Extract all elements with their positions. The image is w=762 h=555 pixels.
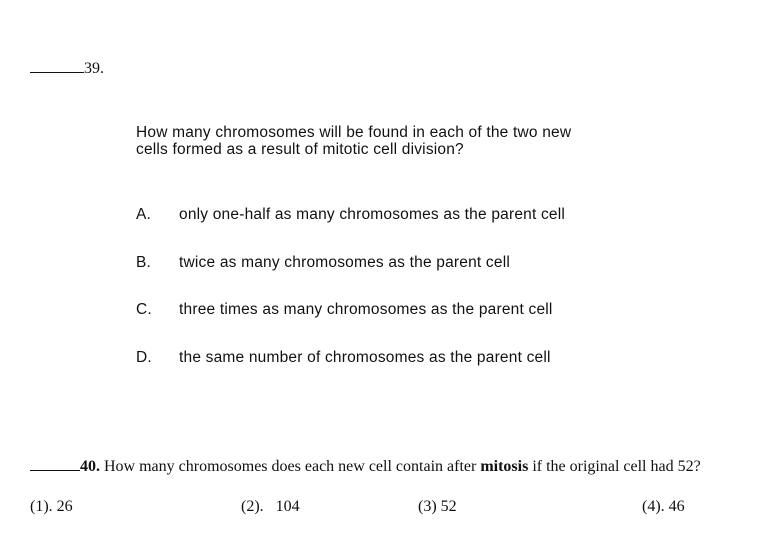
option-text: three times as many chromosomes as the parent cell: [179, 301, 553, 318]
choice-3[interactable]: (3) 52: [418, 498, 457, 515]
question-39-number: 39.: [30, 58, 104, 78]
question-40-stem-before: How many chromosomes does each new cell contain after: [100, 458, 481, 475]
answer-blank[interactable]: [30, 58, 84, 73]
option-letter: B.: [136, 254, 152, 271]
option-text: the same number of chromosomes as the parent cell: [179, 349, 551, 366]
option-letter: A.: [136, 206, 152, 223]
question-40-keyword: mitosis: [480, 458, 529, 475]
choice-4[interactable]: (4). 46: [642, 498, 685, 515]
question-40-number: 40.: [80, 458, 100, 475]
option-text: only one-half as many chromosomes as the parent cell: [179, 206, 566, 223]
question-40-stem-after: if the original cell had 52?: [528, 458, 701, 475]
choice-1[interactable]: (1). 26: [30, 498, 73, 515]
option-letter: D.: [136, 349, 152, 366]
choice-2[interactable]: (2). 104: [241, 498, 300, 515]
answer-blank[interactable]: [30, 456, 80, 471]
option-text: twice as many chromosomes as the parent cell: [179, 254, 510, 271]
question-39-stem: How many chromosomes will be found in each of the two new cells formed as a result of mitotic cell division?: [136, 124, 572, 158]
question-40: [30, 456, 740, 477]
option-letter: C.: [136, 301, 152, 318]
